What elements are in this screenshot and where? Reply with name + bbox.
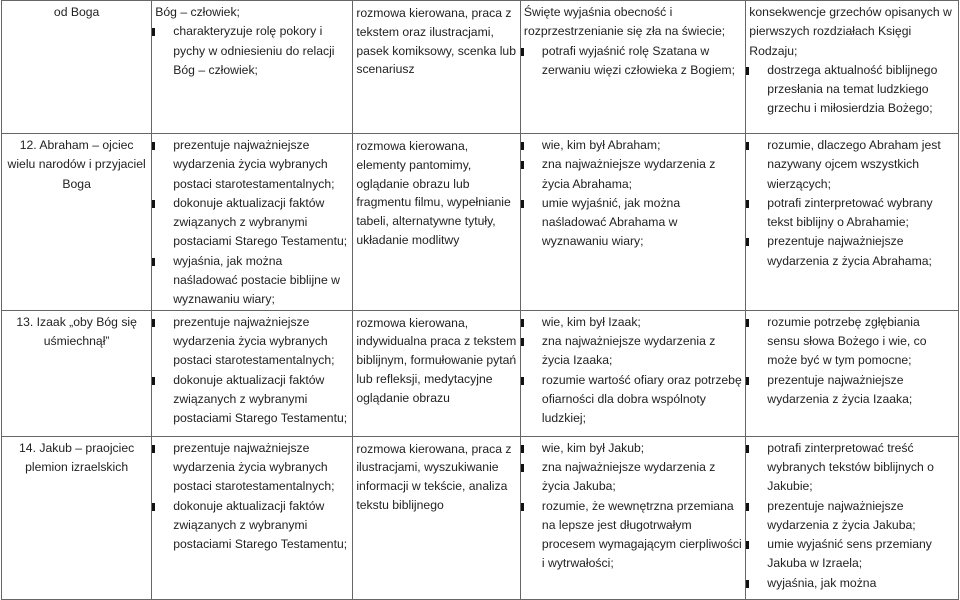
extended-outcome-item: potrafi zinterpretować wybrany tekst biblijny o Abrahamie;: [749, 194, 955, 233]
extended-outcome-item: rozumie, dlaczego Abraham jest nazywany ojcem wszystkich wierzących;: [749, 136, 955, 194]
outcome-item: rozumie, że wewnętrzna przemiana na lepsze jest długotrwałym procesem wymagającym cierpliwości i wytrwałości;: [524, 497, 742, 574]
table-row: [2, 134, 959, 311]
outcome-cell: [520, 134, 745, 311]
methods-text: rozmowa kierowana, elementy pantomimy, oglądanie obrazu lub fragmentu filmu, wypełnianie tabeli, alternatywne tytuły, układanie modlitwy: [356, 139, 511, 247]
table-row: [2, 1, 959, 134]
extended-outcome-item: prezentuje najważniejsze wydarzenia z życia Izaaka;: [749, 371, 955, 410]
goal-item: Bóg – człowiek;: [155, 5, 240, 19]
methods-text: rozmowa kierowana, praca z ilustracjami, wyszukiwanie informacji w tekście, analiza tekstu biblijnego: [356, 441, 512, 513]
extended-outcome-cell: [746, 436, 959, 599]
lesson-topic: 14. Jakub – praojciec plemion izraelskich: [19, 440, 135, 474]
outcome-item: wie, kim był Jakub;: [524, 439, 742, 458]
extended-outcome-cell: [746, 1, 959, 134]
curriculum-table: [1, 0, 959, 600]
methods-text: rozmowa kierowana, praca z tekstem oraz ilustracjami, pasek komiksowy, scenka lub scenariusz: [356, 6, 516, 77]
lesson-topic: 13. Izaak „oby Bóg się uśmiechnął”: [16, 314, 137, 348]
extended-outcome-item: wyjaśnia, jak można: [749, 574, 955, 593]
extended-outcome-item: prezentuje najważniejsze wydarzenia z życia Jakuba;: [749, 497, 955, 536]
outcome-item: wie, kim był Izaak;: [524, 313, 742, 332]
outcome-item: rozumie wartość ofiary oraz potrzebę ofiarności dla dobra wspólnoty ludzkiej;: [524, 371, 742, 429]
methods-cell: [353, 134, 521, 311]
table-row: [2, 310, 959, 436]
extended-outcome-cell: [746, 310, 959, 436]
goal-item: prezentuje najważniejsze wydarzenia życia wybranych postaci starotestamentalnych;: [155, 439, 349, 497]
methods-text: rozmowa kierowana, indywidualna praca z tekstem biblijnym, formułowanie pytań lub refleksji, medytacyjne oglądanie obrazu: [356, 315, 517, 405]
methods-cell: [353, 436, 521, 599]
extended-outcome-item: prezentuje najważniejsze wydarzenia z życia Abrahama;: [749, 232, 955, 271]
goal-item: dokonuje aktualizacji faktów związanych z wybranymi postaciami Starego Testamentu;: [155, 194, 349, 252]
methods-cell: [353, 310, 521, 436]
goal-cell: [152, 1, 353, 134]
lesson-topic-cell: [2, 436, 152, 599]
outcome-cell: [520, 310, 745, 436]
outcome-item: potrafi wyjaśnić rolę Szatana w zerwaniu więzi człowieka z Bogiem;: [524, 42, 742, 81]
extended-outcome-item: potrafi zinterpretować treść wybranych tekstów biblijnych o Jakubie;: [749, 439, 955, 497]
goal-item: charakteryzuje rolę pokory i pychy w odniesieniu do relacji Bóg – człowiek;: [155, 22, 349, 80]
lesson-topic-cell: [2, 310, 152, 436]
outcome-cell: [520, 436, 745, 599]
goal-cell: [152, 134, 353, 311]
extended-outcome-cell: [746, 134, 959, 311]
table-row: [2, 436, 959, 599]
lesson-topic-cell: [2, 1, 152, 134]
table-body: [2, 1, 959, 600]
goal-item: wyjaśnia, jak można naśladować postacie biblijne w wyznawaniu wiary;: [155, 252, 349, 310]
outcome-item: zna najważniejsze wydarzenia z życia Jakuba;: [524, 458, 742, 497]
extended-outcome-item: dostrzega aktualność biblijnego przesłania na temat ludzkiego grzechu i miłosierdzia Bożego;: [749, 61, 955, 119]
lesson-topic: 12. Abraham – ojciec wielu narodów i przyjaciel Boga: [7, 138, 146, 191]
outcome-item: zna najważniejsze wydarzenia z życia Abrahama;: [524, 155, 742, 194]
extended-outcome-item: rozumie potrzebę zgłębiania sensu słowa Bożego i wie, co może być w tym pomocne;: [749, 313, 955, 371]
outcome-item: umie wyjaśnić, jak można naśladować Abrahama w wyznawaniu wiary;: [524, 194, 742, 252]
goal-item: dokonuje aktualizacji faktów związanych z wybranymi postaciami Starego Testamentu;: [155, 371, 349, 429]
methods-cell: [353, 1, 521, 134]
goal-item: dokonuje aktualizacji faktów związanych z wybranymi postaciami Starego Testamentu;: [155, 497, 349, 555]
goal-item: prezentuje najważniejsze wydarzenia życia wybranych postaci starotestamentalnych;: [155, 313, 349, 371]
goal-cell: [152, 310, 353, 436]
outcome-item: wie, kim był Abraham;: [524, 136, 742, 155]
goal-item: prezentuje najważniejsze wydarzenia życia wybranych postaci starotestamentalnych;: [155, 136, 349, 194]
outcome-cell: [520, 1, 745, 134]
outcome-item: Święte wyjaśnia obecność i rozprzestrzenianie się zła na świecie;: [523, 5, 726, 39]
outcome-item: zna najważniejsze wydarzenia z życia Izaaka;: [524, 332, 742, 371]
extended-outcome-item: konsekwencje grzechów opisanych w pierwszych rozdziałach Księgi Rodzaju;: [749, 5, 952, 58]
extended-outcome-item: umie wyjaśnić sens przemiany Jakuba w Izraela;: [749, 535, 955, 574]
lesson-topic-cell: [2, 134, 152, 311]
goal-cell: [152, 436, 353, 599]
lesson-topic: od Boga: [53, 5, 100, 19]
